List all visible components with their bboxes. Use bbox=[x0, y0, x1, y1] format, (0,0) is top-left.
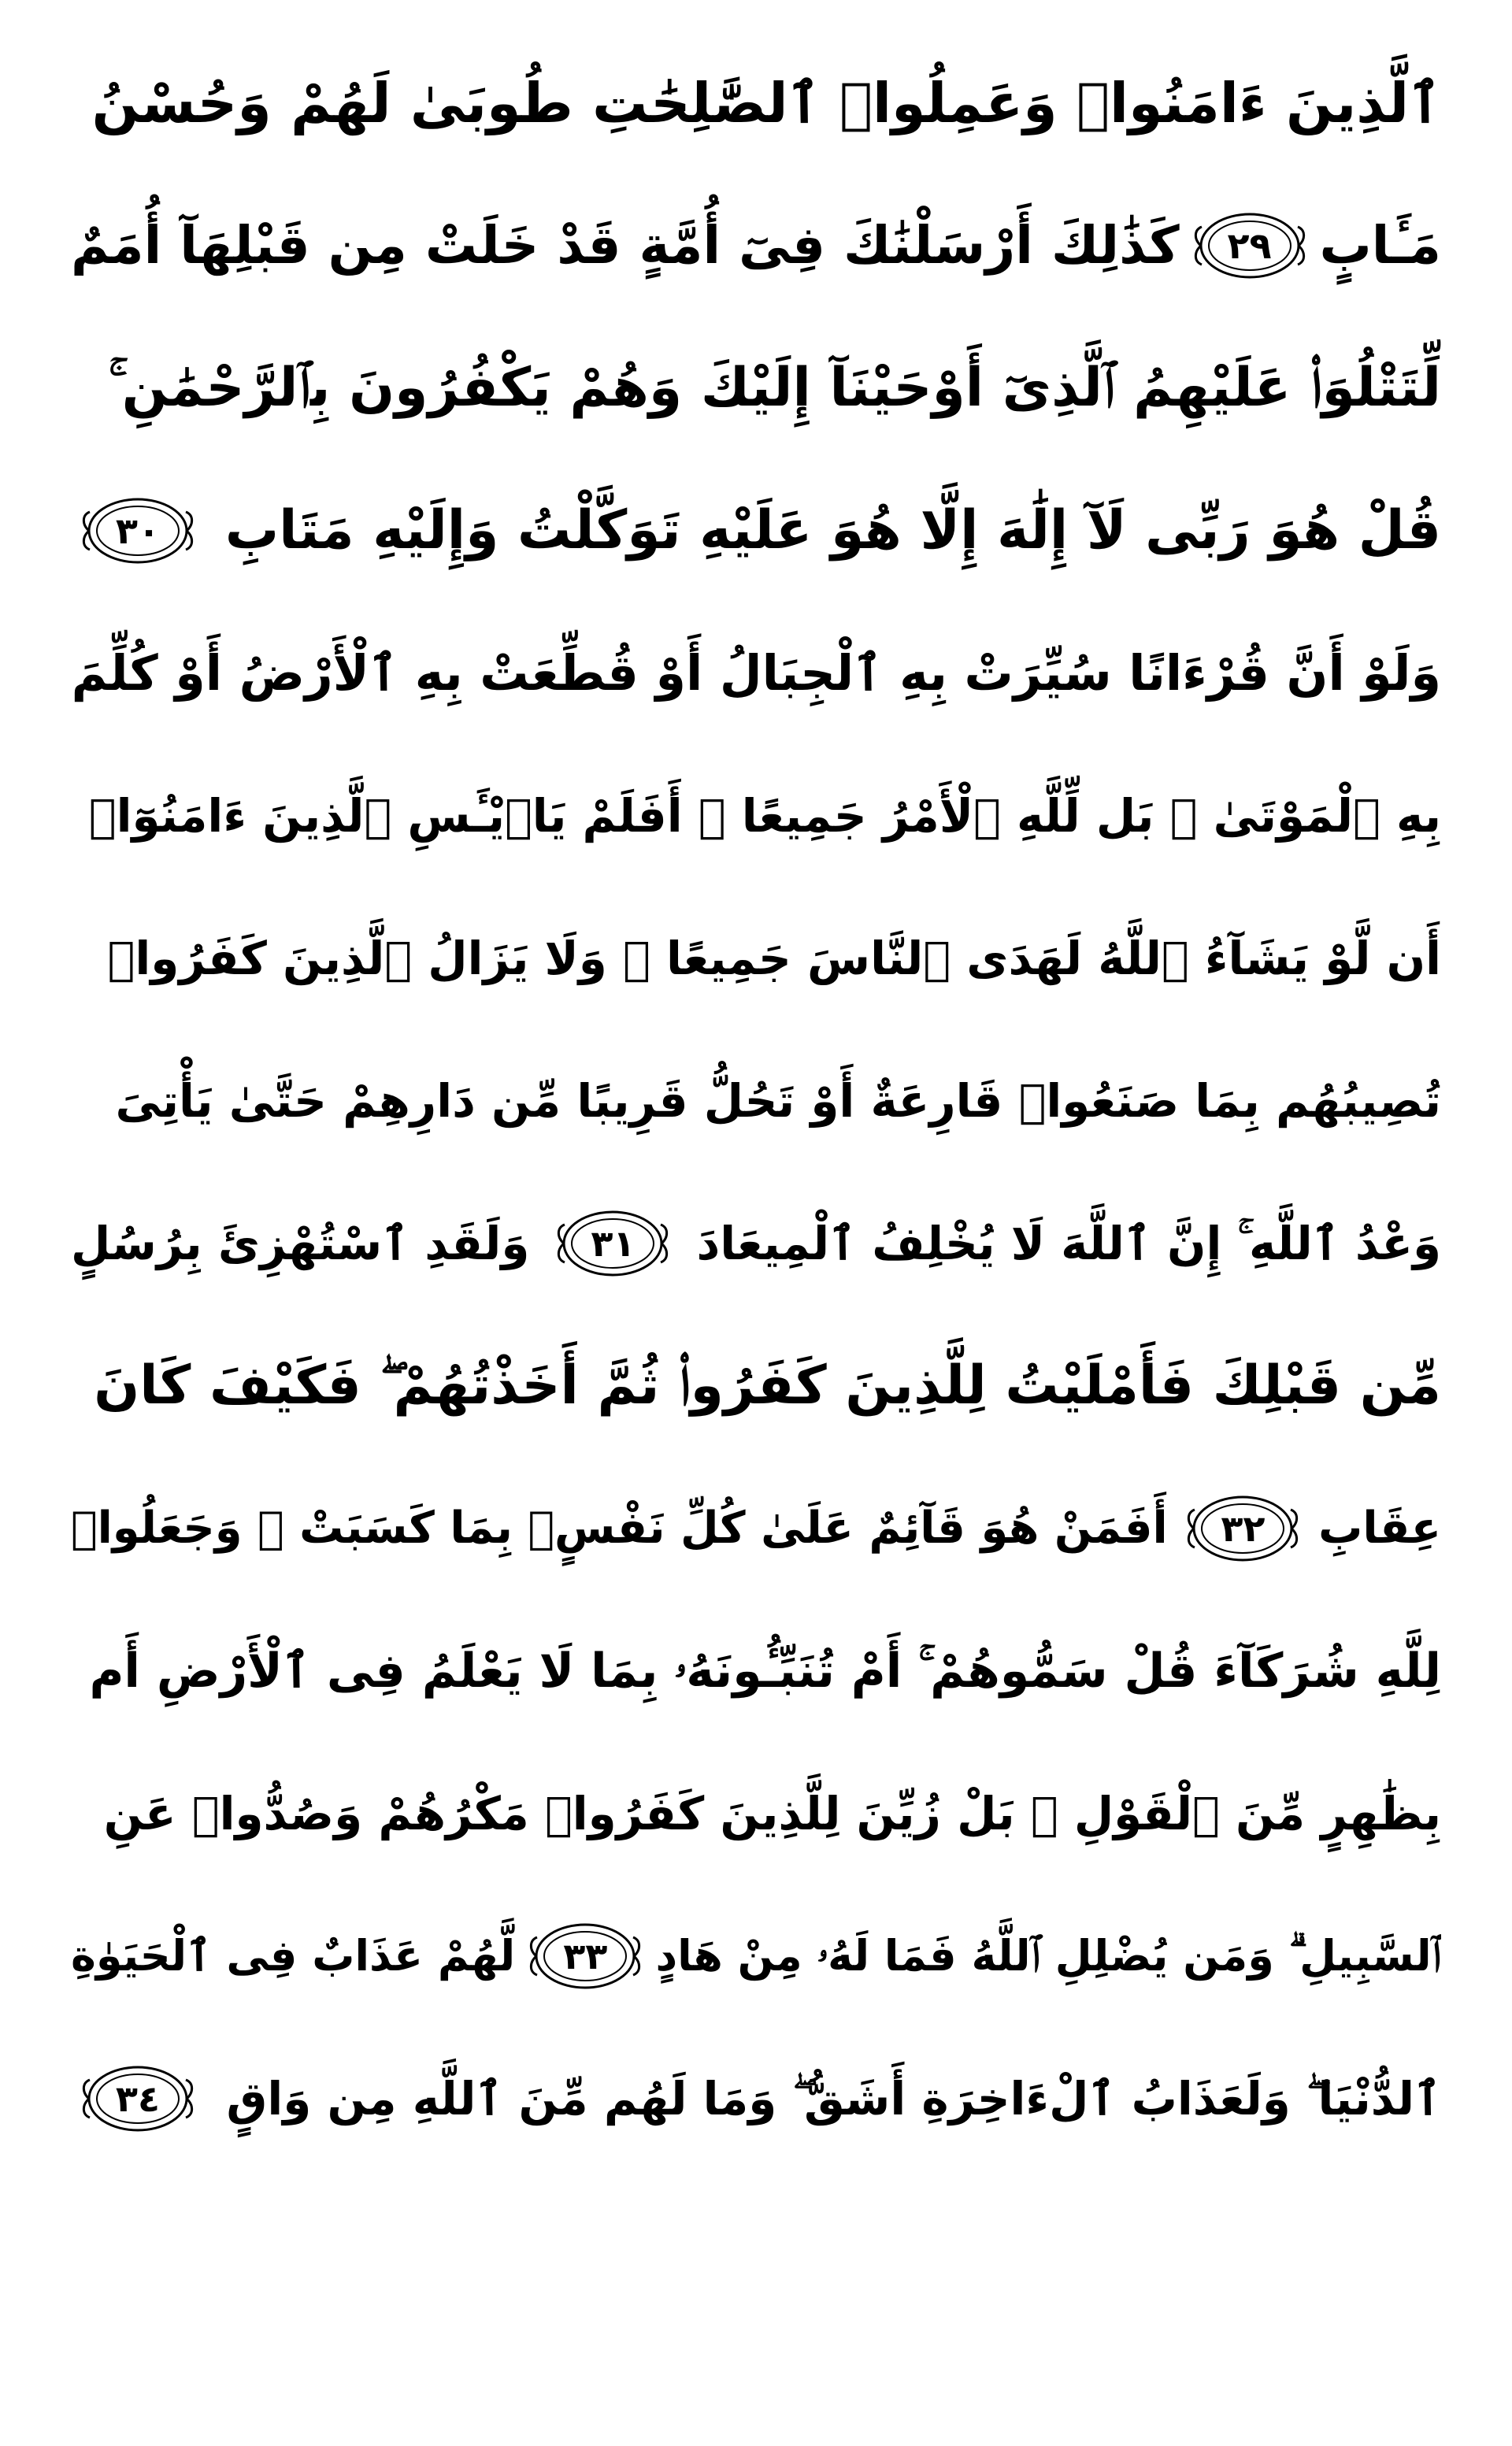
verse-text: وَلَقَدِ ٱسْتُهْزِئَ بِرُسُلٍ bbox=[71, 1216, 530, 1270]
verse-line bbox=[71, 744, 1441, 887]
verse-text: قُلْ هُوَ رَبِّى لَآ إِلَٰهَ إِلَّا هُوَ عَلَيْهِ تَوَكَّلْتُ وَإِلَيْهِ مَتَابِ bbox=[224, 498, 1441, 561]
verse-text: لِّتَتْلُوَا۟ عَلَيْهِمُ ٱلَّذِىٓ أَوْحَيْنَآ إِلَيْكَ وَهُمْ يَكْفُرُونَ بِٱلرَّحْمَٰنِ ۚ bbox=[108, 356, 1441, 419]
verse-text: لِلَّهِ شُرَكَآءَ قُلْ سَمُّوهُمْ ۚ أَمْ تُنَبِّـُٔونَهُۥ بِمَا لَا يَعْلَمُ فِى ٱلْأَرْضِ أَم bbox=[89, 1643, 1441, 1699]
verse-text: وَعْدُ ٱللَّهِ ۚ إِنَّ ٱللَّهَ لَا يُخْلِفُ ٱلْمِيعَادَ bbox=[696, 1216, 1441, 1270]
verse-text: أَن لَّوْ يَشَآءُ ٱللَّهُ لَهَدَى ٱلنَّاسَ جَمِيعًا ۗ وَلَا يَزَالُ ٱلَّذِينَ كَفَرُوا۟ bbox=[107, 931, 1441, 985]
verse-text: ٱلسَّبِيلِ ۗ وَمَن يُضْلِلِ ٱللَّهُ فَمَا لَهُۥ مِنْ هَادٍ bbox=[655, 1930, 1441, 1981]
verse-line bbox=[71, 1742, 1441, 1885]
verse-text: وَلَوْ أَنَّ قُرْءَانًا سُيِّرَتْ بِهِ ٱلْجِبَالُ أَوْ قُطِّعَتْ بِهِ ٱلْأَرْضُ أَوْ كُلِّمَ bbox=[71, 643, 1441, 702]
verse-line bbox=[71, 602, 1441, 744]
verse-line bbox=[71, 2027, 1441, 2170]
verse-text: مَـَٔابٍ bbox=[1319, 214, 1441, 276]
verse-text: عِقَابِ bbox=[1318, 1502, 1441, 1554]
ayah-end-marker bbox=[79, 2061, 197, 2137]
verse-text: ٱلَّذِينَ ءَامَنُوا۟ وَعَمِلُوا۟ ٱلصَّٰلِحَٰتِ طُوبَىٰ لَهُمْ وَحُسْنُ bbox=[91, 70, 1441, 135]
verse-text: أَفَمَنْ هُوَ قَآئِمٌ عَلَىٰ كُلِّ نَفْسٍۭ بِمَا كَسَبَتْ ۗ وَجَعَلُوا۟ bbox=[71, 1502, 1168, 1554]
verse-text: بِهِ ٱلْمَوْتَىٰ ۗ بَل لِّلَّهِ ٱلْأَمْرُ جَمِيعًا ۗ أَفَلَمْ يَا۟يْـَٔسِ ٱلَّذِينَ ءَامَنُوٓا۟ bbox=[88, 788, 1441, 843]
ayah-end-marker bbox=[1191, 208, 1309, 284]
verse-line bbox=[71, 1314, 1441, 1457]
ayah-end-marker bbox=[1184, 1491, 1302, 1566]
verse-text: لَّهُمْ عَذَابٌ فِى ٱلْحَيَوٰةِ bbox=[71, 1930, 516, 1981]
verse-text: تُصِيبُهُم بِمَا صَنَعُوا۟ قَارِعَةٌ أَوْ تَحُلُّ قَرِيبًا مِّن دَارِهِمْ حَتَّىٰ يَأْتِىَ bbox=[115, 1073, 1441, 1128]
verse-line bbox=[71, 317, 1441, 459]
ayah-number: ٣٤ bbox=[115, 2077, 161, 2120]
ayah-number: ٣٣ bbox=[563, 1934, 608, 1977]
ayah-number: ٣١ bbox=[591, 1221, 636, 1265]
ayah-end-marker bbox=[554, 1206, 672, 1281]
ayah-number: ٢٩ bbox=[1227, 224, 1272, 267]
ayah-number: ٣٢ bbox=[1221, 1507, 1266, 1550]
verse-line bbox=[71, 887, 1441, 1029]
verse-text: ٱلدُّنْيَا ۖ وَلَعَذَابُ ٱلْءَاخِرَةِ أَشَقُّ ۖ وَمَا لَهُم مِّنَ ٱللَّهِ مِن وَاقٍ bbox=[226, 2071, 1441, 2125]
verse-line bbox=[71, 174, 1441, 317]
verse-text: مِّن قَبْلِكَ فَأَمْلَيْتُ لِلَّذِينَ كَفَرُوا۟ ثُمَّ أَخَذْتُهُمْ ۖ فَكَيْفَ كَانَ bbox=[94, 1354, 1441, 1417]
verse-line bbox=[71, 1029, 1441, 1172]
verse-line bbox=[71, 1457, 1441, 1599]
verse-line bbox=[71, 32, 1441, 174]
verse-line bbox=[71, 1172, 1441, 1314]
ayah-end-marker bbox=[526, 1918, 644, 1994]
verse-line bbox=[71, 459, 1441, 602]
verse-line bbox=[71, 1599, 1441, 1742]
verse-text: بِظَٰهِرٍ مِّنَ ٱلْقَوْلِ ۗ بَلْ زُيِّنَ لِلَّذِينَ كَفَرُوا۟ مَكْرُهُمْ وَصُدُّوا۟ عَنِ bbox=[103, 1786, 1441, 1840]
verse-text: كَذَٰلِكَ أَرْسَلْنَٰكَ فِىٓ أُمَّةٍ قَدْ خَلَتْ مِن قَبْلِهَآ أُمَمٌ bbox=[71, 214, 1180, 276]
ayah-end-marker bbox=[79, 493, 197, 569]
verse-line bbox=[71, 1885, 1441, 2027]
ayah-number: ٣٠ bbox=[115, 509, 161, 552]
verse-block bbox=[71, 32, 1441, 2170]
